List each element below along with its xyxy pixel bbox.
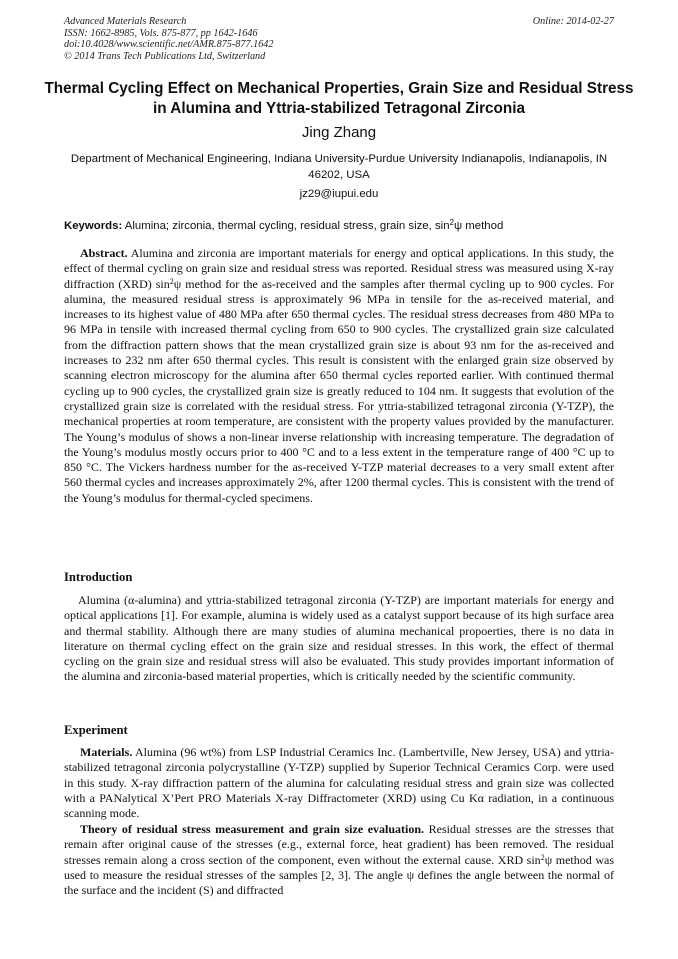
online-date: Online: 2014-02-27 xyxy=(532,16,614,27)
theory-superscript: 2 xyxy=(540,852,545,862)
author-email: jz29@iupui.edu xyxy=(299,188,379,200)
keywords-text: Alumina; zirconia, thermal cycling, residual stress, grain size, sin xyxy=(124,220,450,232)
experiment-heading: Experiment xyxy=(64,723,128,737)
journal-copyright: © 2014 Trans Tech Publications Ltd, Switzerland xyxy=(64,50,266,62)
paper-title: Thermal Cycling Effect on Mechanical Properties, Grain Size and Residual Stress in Alumina and Yttria-stabilized Tetragonal Zirconia xyxy=(44,80,634,117)
abstract-text-start: Alumina and zirconia are important materials for energy and optical applications. In this study, the effect of thermal cycling on grain size and residual stress was reported. Residual stress was measured using X-ray diffraction (XRD) sin xyxy=(64,246,615,291)
keywords-superscript: 2 xyxy=(449,218,454,227)
materials-label: Materials. xyxy=(80,745,133,759)
journal-doi: doi:10.4028/www.scientific.net/AMR.875-877.1642 xyxy=(64,39,274,50)
theory-text-end: ψ method was used to measure the residual stresses of the samples [2, 3]. The angle ψ defines the angle between the normal of the surface and the incident (S) and diffracted xyxy=(64,852,614,898)
theory-text-start: Residual stresses are the stresses that remain after original cause of the stresses (e.g., external force, heat gradient) has been removed. The residual stresses remain along a cross section of the component, even without the external cause. XRD sin xyxy=(64,822,614,867)
materials-paragraph xyxy=(64,745,614,821)
keywords xyxy=(64,219,614,233)
journal-issn: ISSN: 1662-8985, Vols. 875-877, pp 1642-1646 xyxy=(64,27,258,39)
paper-affiliation: Department of Mechanical Engineering, Indiana University-Purdue University Indianapolis, Indianapolis, IN 46202, USA xyxy=(70,153,608,181)
journal-name: Advanced Materials Research xyxy=(64,16,187,27)
theory-paragraph xyxy=(64,822,614,898)
introduction-heading: Introduction xyxy=(64,570,133,584)
abstract-superscript: 2 xyxy=(169,276,174,286)
abstract-paragraph xyxy=(64,246,614,506)
paper-author: Jing Zhang xyxy=(301,124,377,141)
keywords-label: Keywords: xyxy=(64,220,123,232)
materials-text: Alumina (96 wt%) from LSP Industrial Ceramics Inc. (Lambertville, New Jersey, USA) and yttria-stabilized tetragonal zirconia polycrystalline (Y-TZP) supplied by Superior Technical Ceramics Corp. were used in this study. X-ray diffraction pattern of the alumina for calculating residual stress and grain size was collected with a PANalytical X’Pert PRO Materials X-ray Diffractometer (XRD) using Cu Kα radiation, in a continuous scanning mode. xyxy=(64,745,615,821)
abstract-label: Abstract. xyxy=(80,246,128,260)
introduction-paragraph: Alumina (α-alumina) and yttria-stabilized tetragonal zirconia (Y-TZP) are important materials for energy and optical applications [1]. For example, alumina is widely used as a catalyst support because of its high surface area and thermal stability. Although there are many studies of alumina mechanical propoerties, there is no data in literature on thermal cycling effect on the grain size and residual stresses. In this work, the effect of thermal cycling on the grain size and residual stress will also be evaluated. This study provides important information of the alumina and zirconia-based material properties, which is critically needed by the scientific community. xyxy=(64,593,614,684)
theory-label: Theory of residual stress measurement and grain size evaluation. xyxy=(80,822,425,836)
journal-header xyxy=(64,16,273,62)
abstract-text-end: ψ method for the as-received and the samples after thermal cycling up to 900 cycles. For alumina, the measured residual stress is approximately 96 MPa in tensile for the as-received material, and increases to its highest value of 480 MPa after 650 thermal cycles. The residual stress decreases from 480 MPa to 96 MPa in tensile with increased thermal cycling from 650 to 900 cycles. The crystallized grain size calculated from the diffraction pattern shows that the mean crystallized grain size is about 93 nm for the as-received and increases to 232 nm after 650 thermal cycles. This result is consistent with the enlarged grain size observed by scanning electron microscopy for the alumina after 650 thermal cycles reported earlier. With continued thermal cycling up to 900 cycles, the crystallized grain size is greatly reduced to 104 nm. It suggests that evolution of the crystallized grain size is correlated with the residual stress. For yttria-stabilized tetragonal zirconia (Y-TZP), the mechanical properties at room temperature, are consistent with the property values provided by the manufacturer. The Young’s modulus of shows a non-linear inverse relationship with increasing temperature. The degradation of the Young’s modulus mostly occurs prior to 400 °C and to a less extent in the temperature range of 400 °C up to 850 °C. The Vickers hardness number for the as-received Y-TZP material decreases to a very small extent after 560 thermal cycles and increases approximately 2%, after 1200 thermal cycles. This is consistent with the trend of the Young’s modulus for thermal-cycled specimens. xyxy=(64,276,614,505)
keywords-text-end: ψ method xyxy=(454,220,504,232)
